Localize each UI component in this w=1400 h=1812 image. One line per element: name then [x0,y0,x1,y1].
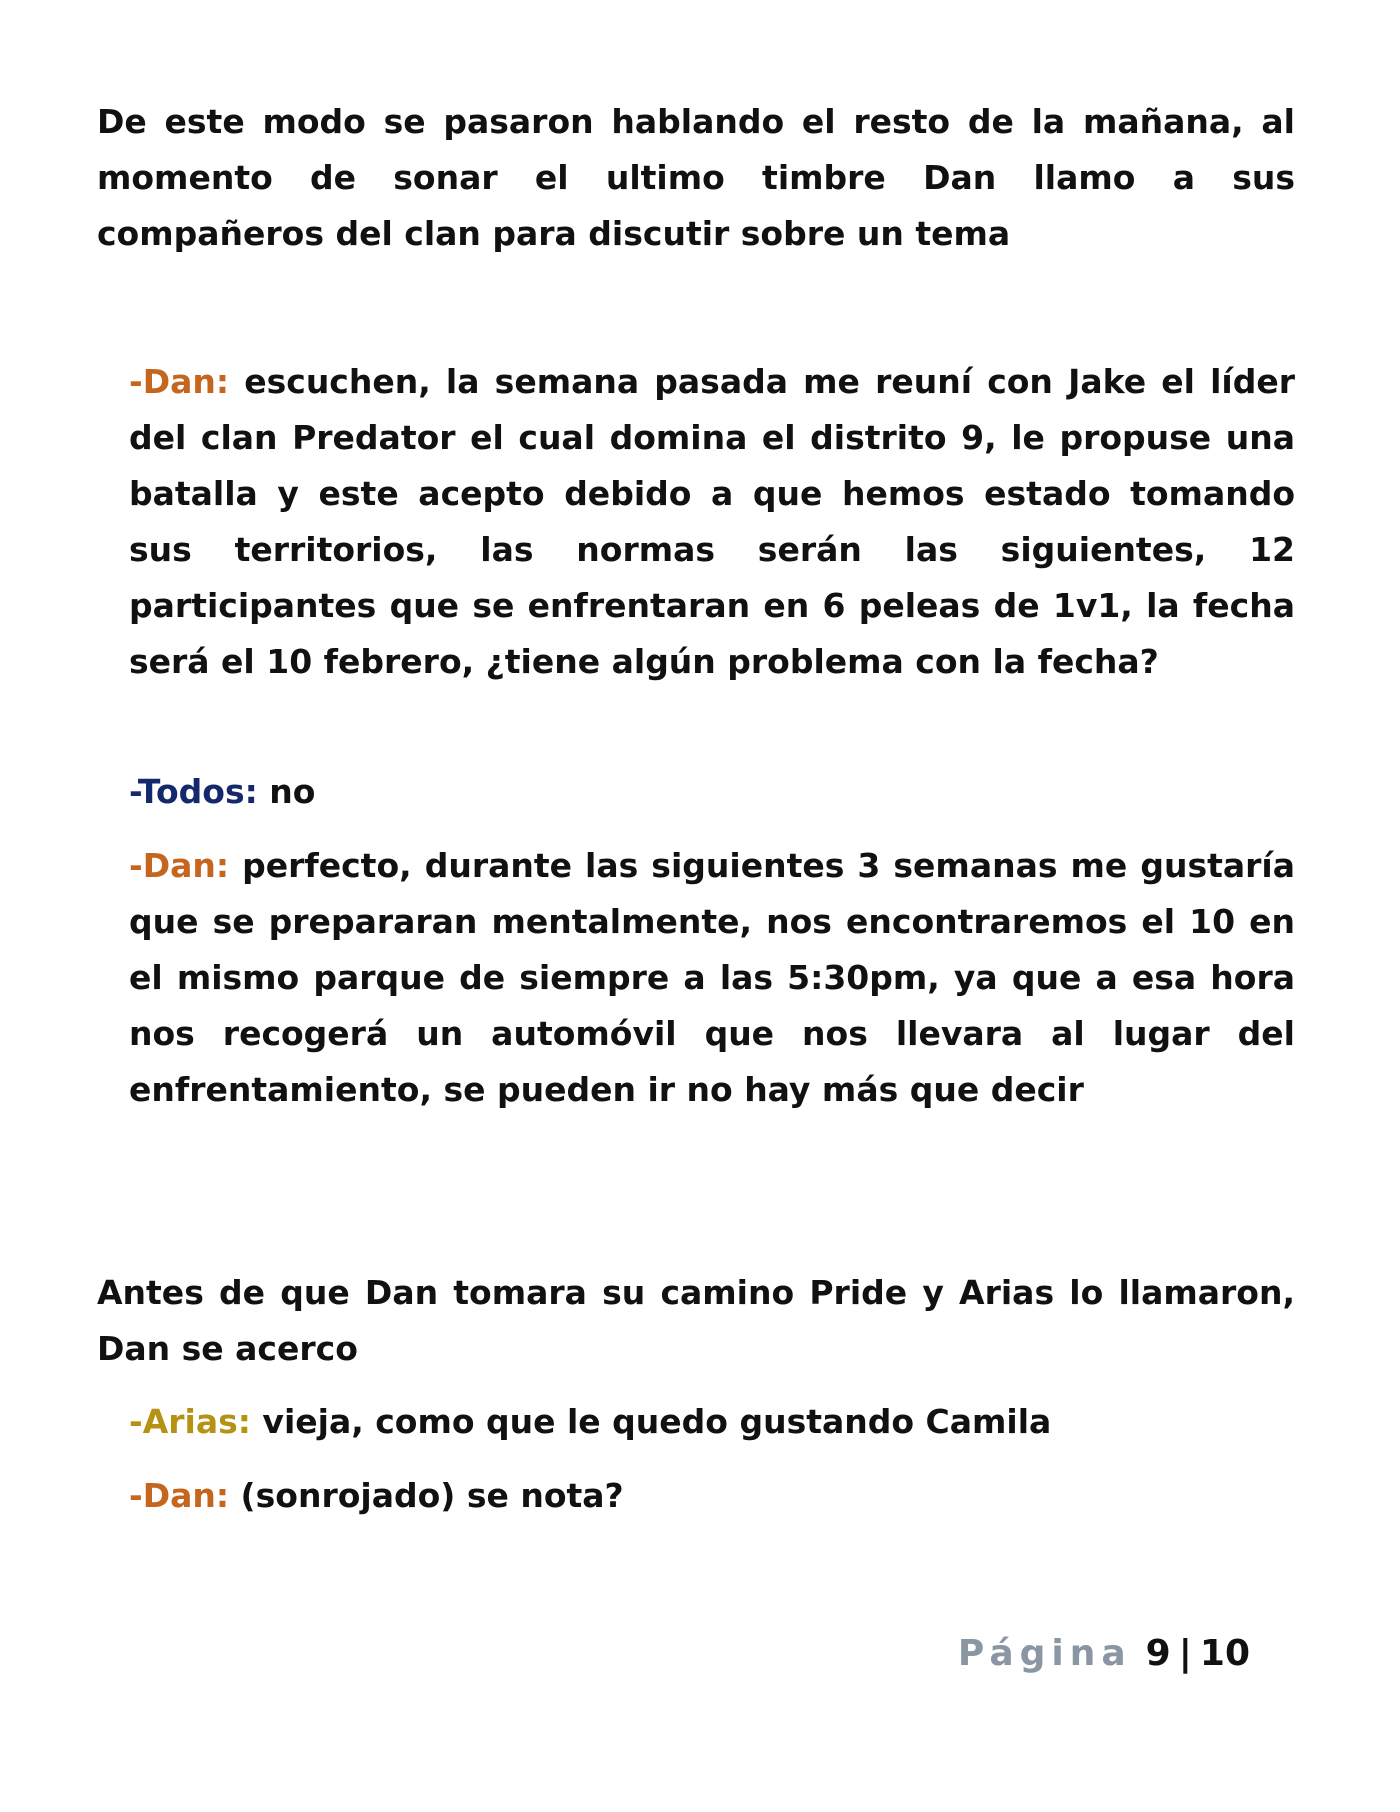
speaker-label-dan: -Dan: [129,846,230,885]
page-total: 10 [1199,1633,1250,1674]
dialogue-line-dan-2 [129,838,1295,1118]
narration-paragraph-2: Antes de que Dan tomara su camino Pride y Arias lo llamaron, Dan se acerco [97,1273,1295,1368]
speaker-label-dan: -Dan: [129,362,230,401]
dialogue-line-todos [129,764,1295,820]
dialogue-text: (sonrojado) se nota? [229,1476,624,1515]
dialogue-text: escuchen, la semana pasada me reuní con Jake el líder del clan Predator el cual domina el distrito 9, le propuse una batalla y este acepto debido a que hemos estado tomando sus territorios, las normas serán las siguientes, 12 participantes que se enfrentaran en 6 peleas de 1v1, la fecha será el 10 febrero, ¿tiene algún problema con la fecha? [129,362,1295,681]
dialogue-line-dan-3 [129,1468,1295,1524]
speaker-label-arias: -Arias: [129,1402,251,1441]
page-separator: | [1178,1633,1192,1674]
dialogue-text: perfecto, durante las siguientes 3 semanas me gustaría que se prepararan mentalmente, nos encontraremos el 10 en el mismo parque de siempre a las 5:30pm, ya que a esa hora nos recogerá un automóvil que nos llevara al lugar del enfrentamiento, se pueden ir no hay más que decir [129,846,1295,1109]
speaker-label-dan: -Dan: [129,1476,230,1515]
dialogue-line-arias [129,1394,1295,1450]
page-word: Página [957,1633,1132,1674]
narration-paragraph-1: De este modo se pasaron hablando el resto de la mañana, al momento de sonar el ultimo timbre Dan llamo a sus compañeros del clan para discutir sobre un tema [97,102,1295,253]
dialogue-text: no [257,772,316,811]
page-footer [958,1630,1250,1678]
dialogue-line-dan-1 [129,354,1295,690]
page-number: 9 [1145,1633,1171,1674]
dialogue-text: vieja, como que le quedo gustando Camila [250,1402,1052,1441]
speaker-label-todos: -Todos: [129,772,258,811]
